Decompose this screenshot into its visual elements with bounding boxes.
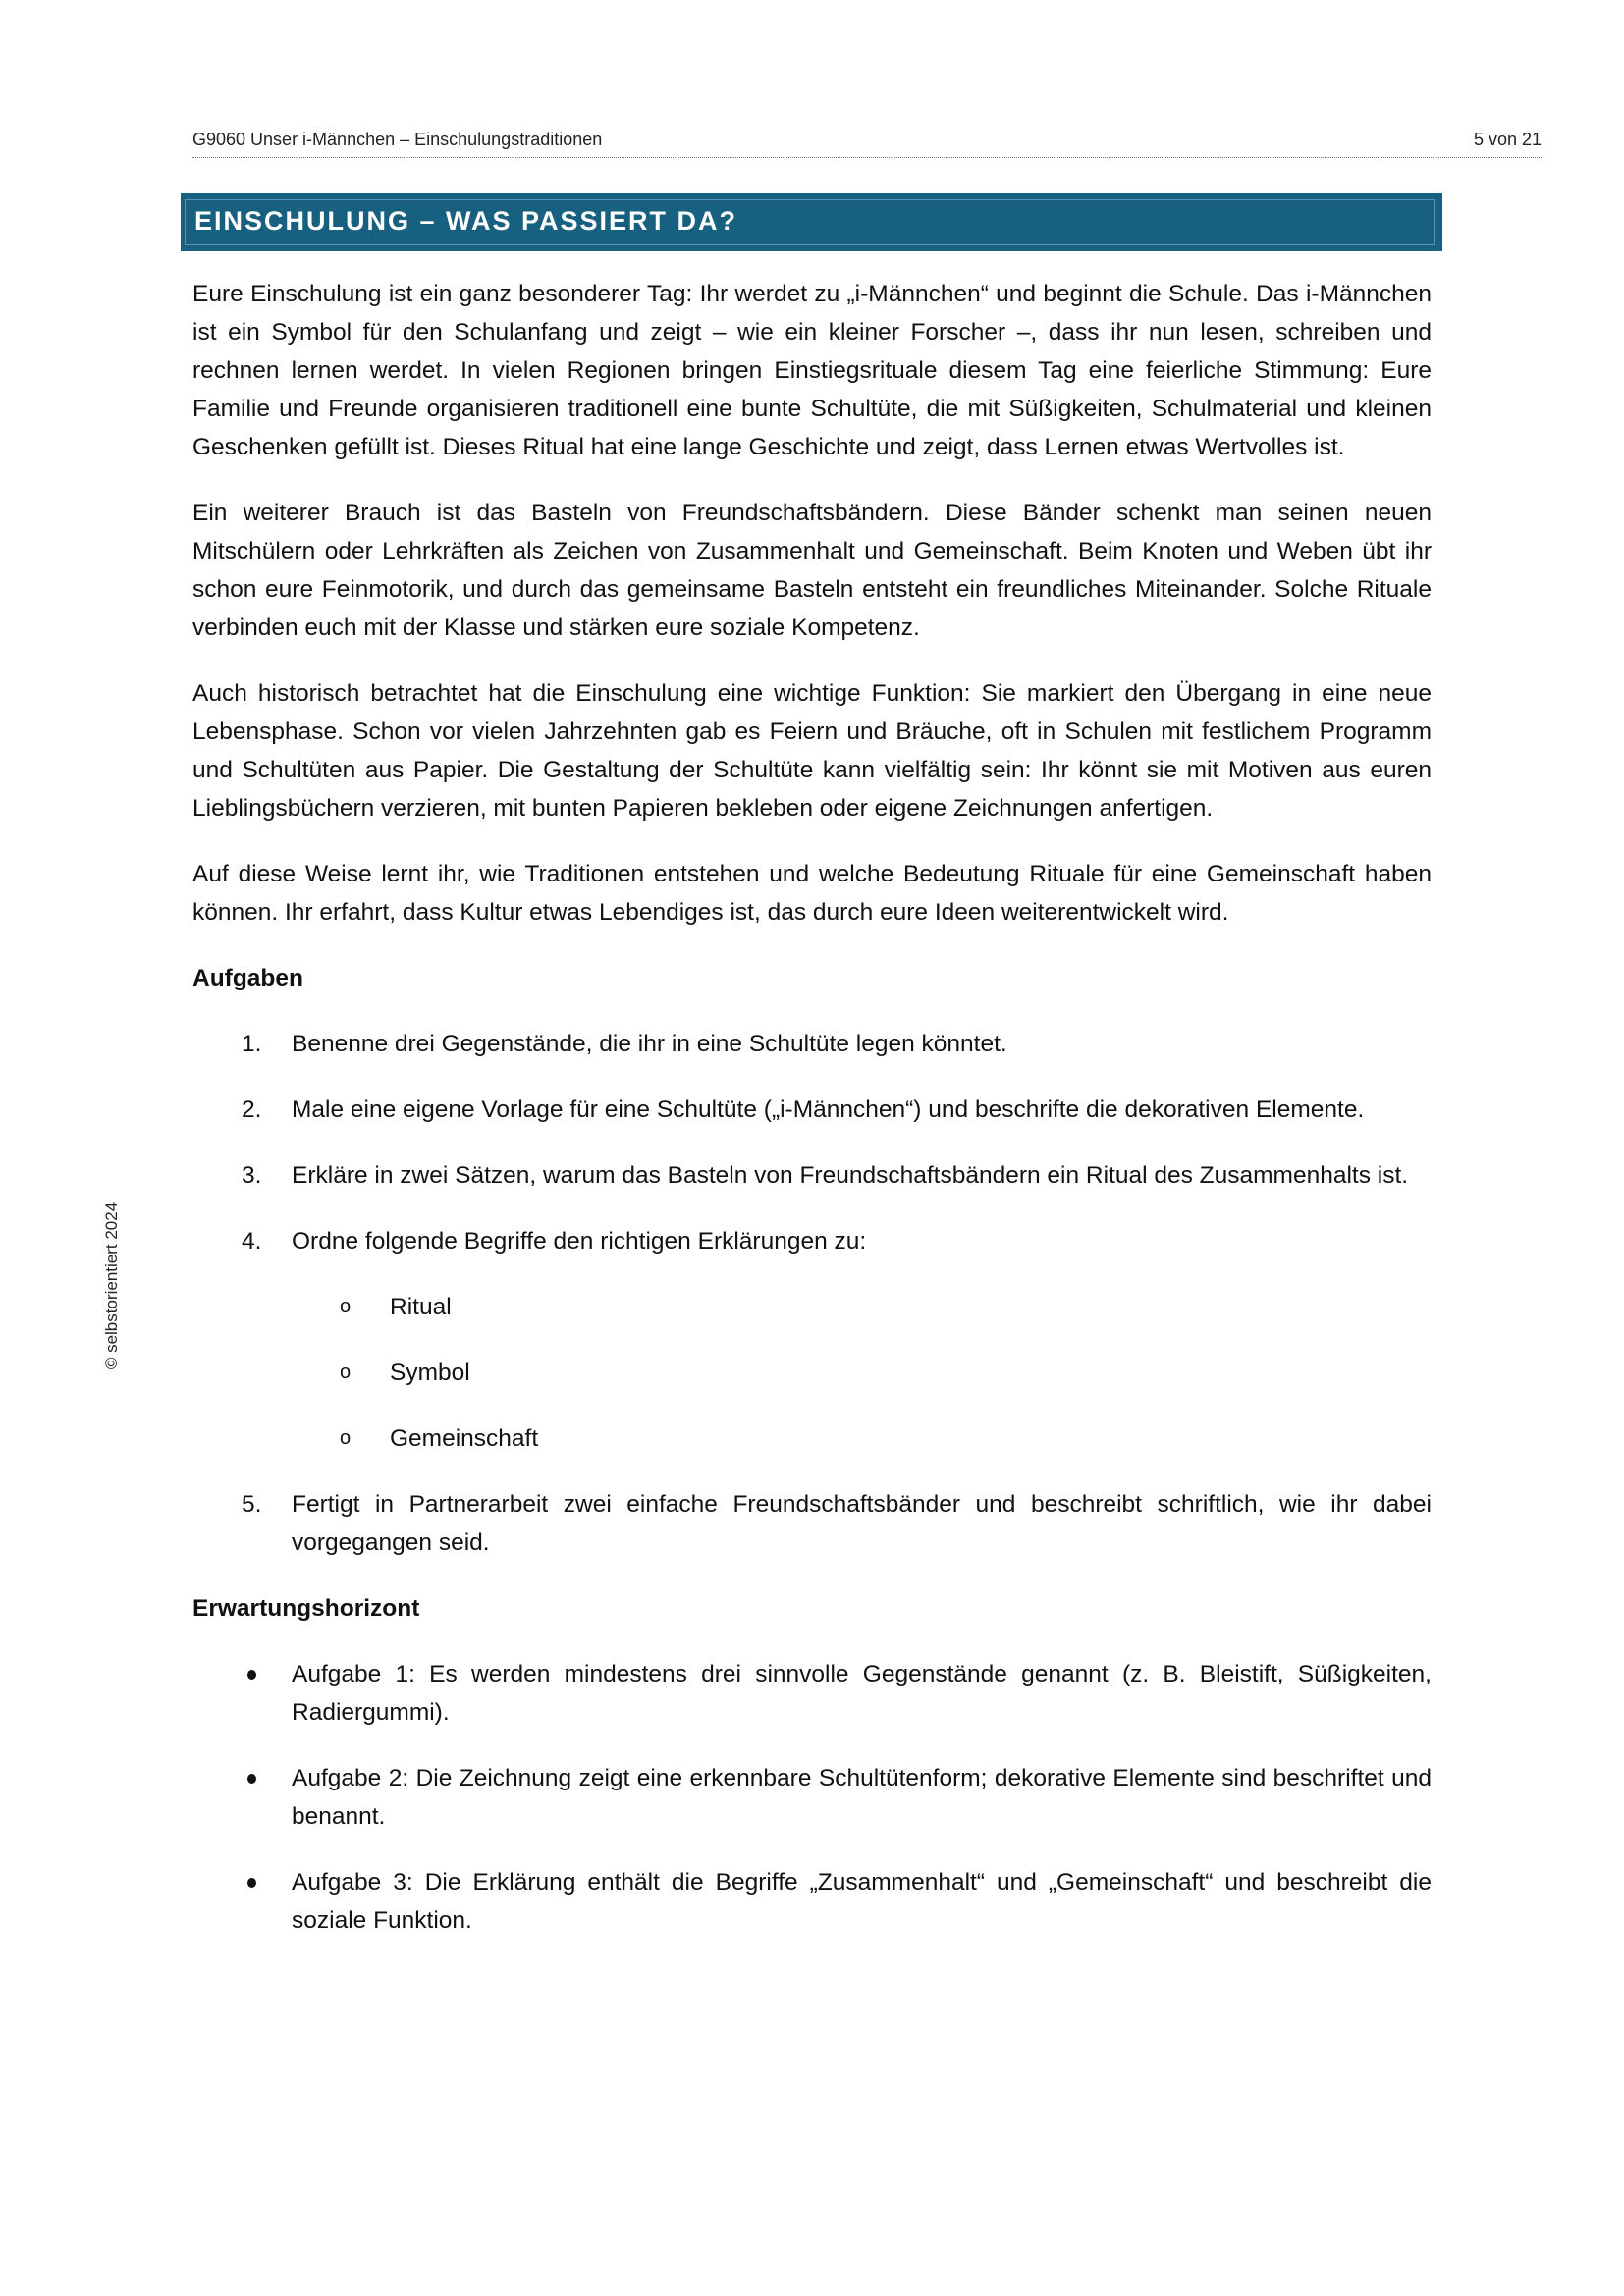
circle-bullet-icon: o — [340, 1296, 352, 1317]
task-item — [192, 1485, 1432, 1562]
task-text: Male eine eigene Vorlage für eine Schultüte („i-Männchen“) und beschrifte die dekorativen Elemente. — [292, 1096, 1365, 1123]
bullet-dot-icon — [247, 1878, 256, 1888]
paragraph: Eure Einschulung ist ein ganz besonderer Tag: Ihr werdet zu „i-Männchen“ und beginnt die Schule. Das i-Männchen ist ein Symbol für den Schulanfang und zeigt – wie ein kleiner Forscher –, dass ihr nun lesen, schreiben und rechnen lernen werdet. In vielen Regionen bringen Einstiegsrituale diesem Tag eine feierliche Stimmung: Eure Familie und Freunde organisieren traditionell eine bunte Schultüte, die mit Süßigkeiten, Schulmaterial und kleinen Geschenken gefüllt ist. Dieses Ritual hat eine lange Geschichte und zeigt, dass Lernen etwas Wertvolles ist. — [192, 281, 1432, 460]
expectation-text: Aufgabe 1: Es werden mindestens drei sinnvolle Gegenstände genannt (z. B. Bleistift, Süßigkeiten, Radiergummi). — [292, 1661, 1432, 1726]
paragraph: Auch historisch betrachtet hat die Einschulung eine wichtige Funktion: Sie markiert den Übergang in eine neue Lebensphase. Schon vor vielen Jahrzehnten gab es Feiern und Bräuche, oft in Schulen mit festlichem Programm und Schultüten aus Papier. Die Gestaltung der Schultüte kann vielfältig sein: Ihr könnt sie mit Motiven aus euren Lieblingsbüchern verzieren, mit bunten Papieren bekleben oder eigene Zeichnungen anfertigen. — [192, 680, 1432, 822]
task-text: Benenne drei Gegenstände, die ihr in eine Schultüte legen könntet. — [292, 1031, 1007, 1057]
bullet-dot-icon — [247, 1774, 256, 1784]
expectation-item — [192, 1759, 1432, 1836]
task-item — [192, 1091, 1432, 1129]
paragraph: Ein weiterer Brauch ist das Basteln von Freundschaftsbändern. Diese Bänder schenkt man seinen neuen Mitschülern oder Lehrkräften als Zeichen von Zusammenhalt und Gemeinschaft. Beim Knoten und Weben übt ihr schon eure Feinmotorik, und durch das gemeinsame Basteln entsteht ein freundliches Miteinander. Solche Rituale verbinden euch mit der Klasse und stärken eure soziale Kompetenz. — [192, 500, 1432, 641]
section-title: EINSCHULUNG – WAS PASSIERT DA? — [194, 206, 738, 236]
page-number: 5 von 21 — [1473, 130, 1542, 149]
page-header — [192, 128, 1542, 158]
term-text: Gemeinschaft — [390, 1425, 539, 1452]
expectation-text: Aufgabe 3: Die Erklärung enthält die Begriffe „Zusammenhalt“ und „Gemeinschaft“ und beschreibt die soziale Funktion. — [292, 1869, 1432, 1934]
circle-bullet-icon: o — [340, 1427, 352, 1449]
term-item — [192, 1354, 1432, 1392]
task-number: 4. — [242, 1228, 262, 1255]
bullet-dot-icon — [247, 1670, 256, 1680]
task-item — [192, 1025, 1432, 1063]
term-text: Ritual — [390, 1294, 452, 1320]
expectation-item — [192, 1655, 1432, 1732]
task-text: Ordne folgende Begriffe den richtigen Erklärungen zu: — [292, 1228, 867, 1255]
term-text: Symbol — [390, 1360, 470, 1386]
paragraph: Auf diese Weise lernt ihr, wie Traditionen entstehen und welche Bedeutung Rituale für eine Gemeinschaft haben können. Ihr erfahrt, dass Kultur etwas Lebendiges ist, das durch eure Ideen weiterentwickelt wird. — [192, 861, 1432, 926]
section-banner — [181, 193, 1442, 251]
task-number: 3. — [242, 1162, 262, 1189]
task-item — [192, 1156, 1432, 1195]
expectations-heading: Erwartungshorizont — [192, 1595, 420, 1622]
task-number: 2. — [242, 1096, 262, 1123]
expectation-item — [192, 1863, 1432, 1940]
term-item — [192, 1419, 1432, 1458]
task-text: Erkläre in zwei Sätzen, warum das Basteln von Freundschaftsbändern ein Ritual des Zusammenhalts ist. — [292, 1162, 1409, 1189]
task-item — [192, 1222, 1432, 1260]
tasks-heading: Aufgaben — [192, 965, 303, 991]
circle-bullet-icon: o — [340, 1362, 352, 1383]
document-title: G9060 Unser i-Männchen – Einschulungstraditionen — [192, 130, 603, 149]
task-number: 5. — [242, 1491, 262, 1518]
term-item — [192, 1288, 1432, 1326]
page-content — [192, 275, 1432, 1967]
copyright-note: © selbstorientiert 2024 — [102, 1201, 121, 1370]
expectation-text: Aufgabe 2: Die Zeichnung zeigt eine erkennbare Schultütenform; dekorative Elemente sind beschriftet und benannt. — [292, 1765, 1432, 1830]
task-number: 1. — [242, 1031, 262, 1057]
task-text: Fertigt in Partnerarbeit zwei einfache Freundschaftsbänder und beschreibt schriftlich, wie ihr dabei vorgegangen seid. — [292, 1491, 1432, 1556]
